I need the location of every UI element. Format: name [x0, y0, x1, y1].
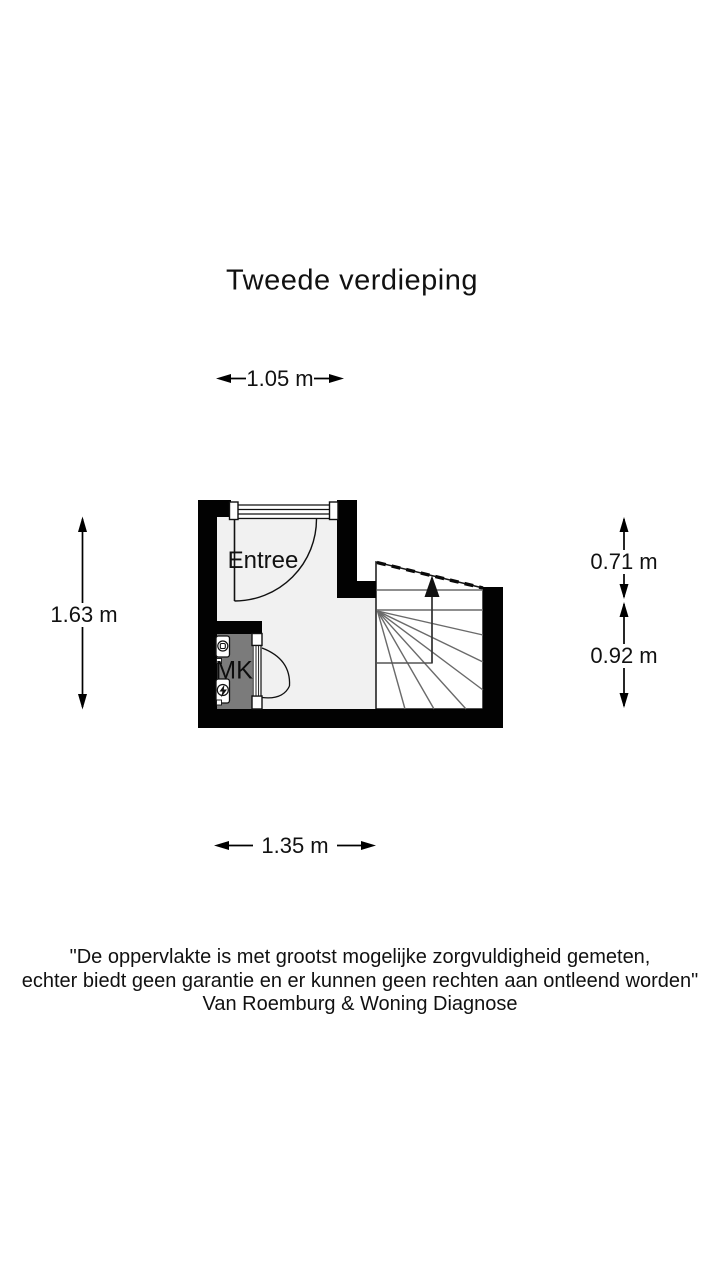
room-label-entree: Entree [227, 547, 299, 574]
disclaimer-line-3: Van Roemburg & Woning Diagnose [202, 993, 518, 1015]
dimension-label-bottom: 1.35 m [261, 833, 329, 858]
mk-door-leaf [253, 646, 261, 697]
wall-right-upper [337, 500, 357, 598]
room-label-mk: MK [215, 656, 253, 685]
wall-bottom [198, 709, 503, 728]
wall-top-left [198, 500, 231, 517]
wall-stub [356, 581, 376, 598]
window-icon [230, 502, 339, 520]
wall-mk-top [217, 621, 262, 634]
window-post-left [230, 502, 239, 520]
dimension-label-right-upper: 0.71 m [586, 550, 661, 574]
mk-door-post-top [252, 634, 262, 646]
disclaimer-line-2: echter biedt geen garantie en er kunnen geen rechten aan ontleend worden" [21, 970, 699, 992]
dimension-label-left: 1.63 m [46, 603, 121, 627]
dimension-label-right-lower: 0.92 m [586, 644, 661, 668]
page-title: Tweede verdieping [226, 264, 478, 297]
mk-door-post-bottom [252, 696, 262, 709]
gas-meter-icon [216, 636, 230, 657]
disclaimer-line-1: "De oppervlakte is met grootst mogelijke zorgvuldigheid gemeten, [69, 946, 651, 968]
window-post-right [330, 502, 339, 520]
wall-stair-right [483, 587, 503, 728]
dimension-label-top: 1.05 m [246, 366, 314, 391]
mk-small-box-lower [217, 700, 222, 705]
wall-left [198, 500, 217, 728]
